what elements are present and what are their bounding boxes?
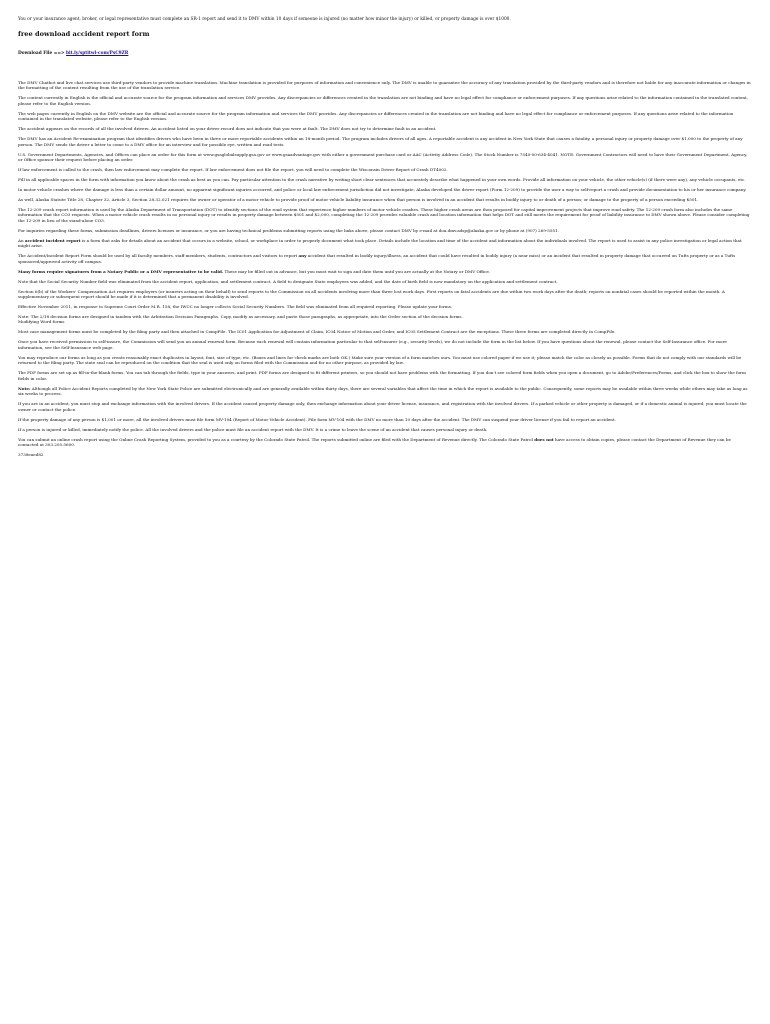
paragraph-reexamination-program: The DMV has an Accident Re-examination program that identifies drivers who have been in three or more reportable accidents within an 18-month period. The program includes drivers of all ages. A reportable accident is any accident in New York State that causes a fatality, a personal injury or property damage over $1,000 to the property of any person. The DMV sends the driver a letter to come to a DMV office for an interview and for possible eye, written and road tests.: [18, 136, 743, 147]
download-label: Download File ==>: [18, 51, 67, 56]
colorado-does-not-term: does not: [534, 436, 554, 442]
paragraph-pdf-forms: The PDF forms are set up as fill-in-the-blank forms. You can tab through the fields, type in your answers, and print. PDF forms are designed to fit different printers, so you should not have problems with the formatting. If you don't see colored form fields when you open a document, go to Adobe/Preferences/Forms, and click the box to show the form fields in color.: [18, 370, 746, 381]
document-id: 3738eaed82: [18, 451, 44, 457]
notary-suffix: These may be filled out in advance, but you must wait to sign and date them until you are actually at the Notary or DMV Office.: [223, 268, 491, 274]
paragraph-mv-104: If the property damage of any person is $1,001 or more, all the involved drivers must file form MV-104 (Report of Motor Vehicle Accident). File form MV-104 with the DMV no more than 10 days after the accident. The DMV can suspend your driver license if you fail to report an accident.: [18, 416, 616, 422]
accident-suffix: is a form that asks for details about an accident that occurs in a website, school, or workplace in order to properly document what took place. Details include the location and time of the accident and information about the individuals involved. The report is used to assist in any police investigation or legal action that might arise.: [18, 237, 742, 249]
paragraph-english-content: The content currently in English is the official and accurate source for the program information and services DMV provides. Any discrepancies or differences created in the translation are not binding and have no legal effect for compliance or enforcement purposes. If any questions arise related to the information contained in the translated content, please refer to the English version.: [18, 95, 748, 106]
paragraph-accident-records: The accident appears on the records of all the involved drivers. An accident listed on your driver record does not indicate that you were at fault. The DMV does not try to determine fault in an accident.: [18, 126, 437, 132]
paragraph-ssn-field: Note that the Social Security Number field was eliminated from the accident report, application, and settlement contract. A field to designate State employees was added, and the date of birth field is now mandatory on the application and settlement contract.: [18, 278, 558, 284]
paragraph-section-6b: Section 6(b) of the Workers' Compensation Act requires employers (or insurers acting on their behalf) to send reports to the Commission on all accidents involving more than three lost work days. First reports on fatal accidents are due within two work days after the death; reports on nonfatal cases should be reported within the month. A supplementary or subsequent report should be made if it is determined that a permanent disability is involved.: [18, 288, 725, 300]
colorado-prefix: You can submit an online crash report using the Online Crash Reporting System, provided to you as a courtesy by the Colorado State Patrol. The reports submitted online are filed with the Department of Revenue directly. The Colorado State Patrol: [18, 436, 535, 442]
paragraph-injured-or-killed: If a person is injured or killed, immediately notify the police. All the involved drivers and the police must file an accident report with the DMV. It is a crime to leave the scene of an accident that causes personal injury or death.: [18, 426, 488, 432]
paragraph-alaska-statute: As well, Alaska Statute Title 28, Chapter 32, Article 3, Section 28.32.021 requires the owner or operator of a motor vehicle to provide proof of motor vehicle liability insurance when that person is involved in an accident that results in bodily injury to or death of a person; or damage to the property of a person exceeding $501.: [18, 197, 699, 203]
paragraph-alaska-driver-report: In motor vehicle crashes where the damage is less than a certain dollar amount, no apparent significant injuries occurred, and police or local law enforcement jurisdiction did not investigate, Alaska developed the driver report (Form 12-209) to provide the user a way to self-report a crash and provide documentation to his or her insurance company.: [18, 187, 747, 193]
accident-incident-report-term: accident incident report: [24, 237, 81, 243]
note-label: Note:: [18, 385, 31, 391]
download-line: [18, 51, 752, 57]
paragraph-inquiries: For inquiries regarding these forms, submission deadlines, drivers licenses or insurance, or you are having technical problems submitting reports using the links above, please contact DMV by e-mail at doa.dmv.adsp@alaska.gov or by phone at (907) 269-5551.: [18, 227, 559, 233]
paragraph-decision-forms: Note: The 2/18 decision forms are designed in tandem with the Arbitration Decision Paragraphs. Copy, modify as necessary, and paste those paragraphs, as appropriate, into the Order section of the decision forms. Modifying Word forms: [18, 314, 463, 325]
tufts-any-term: any: [298, 253, 307, 259]
paragraph-november-2011: Effective November 2011, in response to Supreme Court Order M.R. 158, the IWCC no longer collects Social Security Numbers. The field was eliminated from all required reporting. Please update your forms.: [18, 304, 453, 310]
page-title: free download accident report form: [18, 30, 150, 38]
paragraph-reproduce-forms: You may reproduce our forms as long as you create reasonably exact duplicates in layout, font, size of type, etc. (Boxes and lines for check marks are both OK.) Make sure your version of a form matches ours. You must use colored paper if we use it; please match the color as closely as possible. Forms that do not comply with our standards will be returned to the filing party. The state seal can be reproduced on the condition that the seal is used only on forms filed with the Commission and for no other purpose, as provided by law.: [18, 354, 742, 366]
colorado-suffix: have access to obtain copies, please contact the Department of Revenue they can be contacted at 303.205.5600.: [18, 436, 731, 447]
document-page: [0, 0, 770, 457]
tufts-suffix: accident that resulted in bodily injury/illness, an accident that could have resulted in bodily injury (a near miss) or an incident that resulted in property damage that occurred on Tufts property or as a Tufts sponsored/approved activity off campus.: [18, 253, 736, 264]
intro-paragraph: You or your insurance agent, broker, or legal representative must complete an SR-1 report and send it to DMV within 10 days if someone is injured (no matter how minor the injury) or killed, or property damage is over $1000.: [18, 17, 511, 22]
paragraph-colorado-online-report: [18, 437, 752, 448]
paragraph-exchange-information: If you are in an accident, you must stop and exchange information with the involved drivers. If the accident caused property damage only, then exchange information about your driver license, insurance, and registration with the involved drivers. If a parked vehicle or other property is damaged, or if a domestic animal is injured, you must locate the owner or contact the police.: [18, 401, 747, 412]
paragraph-tufts-report: [18, 253, 752, 264]
tufts-prefix: The Accident/Incident Report Form should be used by all faculty members, staff members, students, contractors and visitors to report: [18, 253, 299, 259]
paragraph-fill-in-form: Fill in all applicable spaces in the form with information you know about the crash as best as you can. Pay particular attention to the crash narrative by writing short clear sentences that accurately describe what happened in your own words. Provide all information on your vehicle, the other vehicle(s) (if there were any), any vehicle occupants, etc.: [18, 177, 746, 183]
paragraph-accident-incident-report: [18, 238, 752, 249]
paragraph-12-209-crash-report: The 12-209 crash report information is used by the Alaska Department of Transportation (DOT) to identify sections of the road system that experience higher numbers of motor vehicle crashes. These higher crash areas are then proposed for capital improvement projects that improve road safety. The 12-209 crash form also includes the same information that the CO3 requests. When a motor vehicle crash results in no personal injury or results in property damage between $501 and $2,000, completing the 12-209 provides valuable crash and location information that helps DOT and still meets the requirement for proof of liability insurance to DMV shown above. Please consider completing the 12-209 in lieu of the stand-alone CO3.: [18, 207, 750, 223]
download-link[interactable]: bit.ly/sptitwl-com/PsC9ZR: [66, 51, 129, 56]
paragraph-law-enforcement: If law enforcement is called to the crash, then law enforcement may complete the report. If law enforcement does not file the report, you will need to complete the Wisconsin Driver Report of Crash DT4002.: [18, 167, 448, 173]
paragraph-notary: [18, 269, 752, 274]
paragraph-case-management: Most case management forms must be completed by the filing party and then attached in CompFile. The IC01 Application for Adjustment of Claim, IC04 Notice of Motion and Order, and IC05 Settlement Contract are the exceptions. These three forms are completed directly in CompFile.: [18, 329, 616, 335]
paragraph-english-web-pages: The web pages currently in English on the DMV website are the official and accurate source for the program information and services the DMV provides. Any discrepancies or differences created in the translation are not binding and have no legal effect for compliance or enforcement purposes. If any questions arise related to the information contained in the translated website, please refer to the English version.: [18, 110, 734, 122]
paragraph-translation-chatbot: The DMV Chatbot and live chat services use third-party vendors to provide machine translation. Machine translation is provided for purposes of information and convenience only. The DMV is unable to guarantee the accuracy of any translation provided by the third-party vendors and is therefore not liable for any inaccurate information or changes in the formatting of the content resulting from the use of the translation service.: [18, 80, 751, 91]
paragraph-police-reports-note: [18, 386, 752, 397]
paragraph-gsa-order: U.S. Government Departments, Agencies, and Offices can place an order for this form at www.gsaglobalsupply.gsa.gov or www.gsaadvantage.gov with either a government purchase card or AAC (Activity Address Code). The Stock Number is 7540-00-634-4041. NOTE: Government Contractors will need to have their Government Department, Agency, or Office sponsor their request before placing an order.: [18, 151, 748, 163]
accident-prefix: An: [18, 237, 25, 243]
paragraph-self-insure: Once you have received permission to self-insure, the Commission will send you an annual renewal form. Because each renewal will contain information particular to that self-insurer (e.g., security levels), we do not include the form in the list below. If you have questions about the renewal, please contact the Self-Insurance office. For more information, see the Self-Insurance web page.: [18, 339, 727, 350]
notary-bold-sentence: Many forms require signatures from a Notary Public or a DMV representative to be valid.: [18, 268, 224, 274]
note-suffix: Although all Police Accident Reports completed by the New York State Police are submitted electronically and are generally available within thirty days, there are several variables that affect the time in which the report is available to the public. Consequently, some reports may be available within three weeks while others may take as long as six weeks to process.: [18, 385, 748, 397]
